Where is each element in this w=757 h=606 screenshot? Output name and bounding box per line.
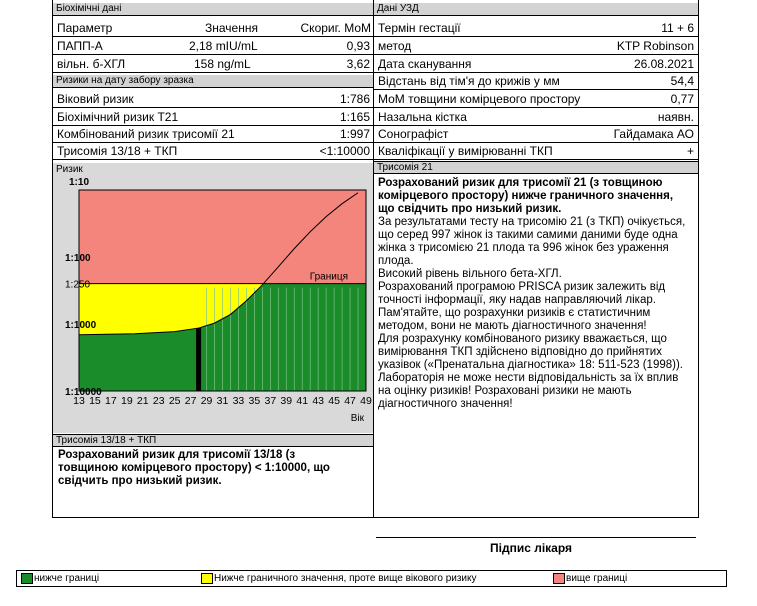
value: 2,18 mIU/mL: [189, 39, 258, 53]
uzd-label: Дата сканування: [378, 57, 472, 71]
uzd-row: [374, 20, 698, 37]
x-tick-label: 43: [312, 395, 325, 407]
biochem-row: [53, 56, 373, 73]
risk-label: Комбінований ризик трисомії 21: [57, 127, 235, 141]
x-tick-label: 21: [136, 395, 149, 407]
cutoff-label: Границя: [309, 271, 348, 283]
t21-paragraph: Лабораторія не може нести відповідальність за їх вплив на оцінку ризиків! Розраховані ризики не мають діагностичного значення!: [378, 372, 679, 410]
y-tick-label: 1:10: [69, 177, 90, 188]
signature-line: [376, 537, 696, 538]
risk-value: 1:997: [339, 127, 370, 141]
uzd-row: [374, 126, 698, 143]
x-tick-label: 31: [216, 395, 229, 407]
frame-right: [698, 0, 699, 518]
uzd-row: [374, 38, 698, 55]
value: 158 ng/mL: [194, 57, 251, 71]
t1318-header: Трисомія 13/18 + ТКП: [53, 434, 373, 447]
risk-row: [53, 143, 373, 160]
uzd-label: МоМ товщини комірцевого простору: [378, 92, 581, 106]
uzd-value: Гайдамака АО: [613, 127, 694, 141]
x-tick-label: 39: [280, 395, 293, 407]
uzd-row: [374, 91, 698, 108]
frame-bottom: [52, 517, 699, 518]
legend-between: Нижче граничного значення, проте вище вікового ризику: [214, 573, 477, 584]
y-tick-label: 1:1000: [65, 320, 97, 331]
uzd-label: Кваліфікації у вимірюванні ТКП: [378, 144, 553, 158]
risk-chart: [53, 163, 373, 433]
biochem-row: [53, 38, 373, 55]
x-tick-label: 41: [296, 395, 309, 407]
risk-row: [53, 91, 373, 108]
uzd-row: [374, 109, 698, 126]
t21-text: [378, 177, 692, 411]
uzd-header: Дані УЗД: [374, 3, 698, 16]
x-axis-label: Вік: [350, 413, 364, 424]
y-tick-label: 1:10000: [65, 387, 102, 398]
param: вільн. б-ХГЛ: [57, 57, 126, 71]
t21-paragraph: За результатами тесту на трисомію 21 (з ТКП) очікується, що серед 997 жінок із такими самими даними буде одна жінка з трисомією 21 плода та 996 жінок без ураження плода.: [378, 216, 686, 267]
risks-header: Ризики на дату забору зразка: [53, 75, 373, 88]
y-tick-label: 1:250: [65, 279, 91, 291]
region-above: [79, 190, 366, 284]
legend-green-swatch: [21, 573, 33, 584]
uzd-value: KTP Robinson: [616, 39, 694, 53]
x-tick-label: 33: [232, 395, 245, 407]
biochem-columns: [53, 20, 373, 37]
uzd-label: Назальна кістка: [378, 110, 467, 124]
x-tick-label: 47: [344, 395, 356, 407]
x-tick-label: 45: [328, 395, 340, 407]
col-value: Значення: [205, 21, 258, 35]
uzd-value: 54,4: [670, 74, 694, 88]
chart-title: Ризик: [56, 164, 83, 175]
t21-paragraph: Для розрахунку комбінованого ризику вважається, що вимірювання ТКП здійснено відповідно до прийнятих указівок («Пренатальна діагностика» 18: 511-523 (1998)).: [378, 333, 683, 371]
legend-pink-swatch: [553, 573, 565, 584]
mom: 3,62: [346, 57, 370, 71]
biochem-header: Біохімічні дані: [53, 3, 373, 16]
signature-label: Підпис лікаря: [490, 541, 573, 555]
uzd-row: [374, 143, 698, 160]
uzd-row: [374, 56, 698, 73]
risk-value: 1:786: [339, 92, 370, 106]
uzd-value: 0,77: [670, 92, 694, 106]
chart-plot: [53, 163, 373, 433]
col-mom: Скориг. МоМ: [300, 21, 371, 35]
t1318-bold-text: Розрахований ризик для трисомії 13/18 (з товщиною комірцевого простору) < 1:10000, що свідчить про низький ризик.: [58, 449, 330, 487]
col-param: Параметр: [57, 21, 113, 35]
t21-paragraph: Розрахований програмою PRISCA ризик залежить від точності інформації, яку надав направляючий лікар. Пам'ятайте, що розрахунки ризиків є статистичним методом, вони не мають діагностичного значення!: [378, 281, 666, 332]
x-tick-label: 17: [105, 395, 117, 407]
param: ПАПП-А: [57, 39, 103, 53]
risk-label: Трисомія 13/18 + ТКП: [57, 144, 178, 158]
risk-label: Віковий ризик: [57, 92, 134, 106]
legend-yellow-swatch: [201, 573, 213, 584]
patient-marker: [196, 328, 201, 391]
uzd-value: +: [686, 144, 694, 158]
legend-below: нижче границі: [34, 573, 100, 584]
uzd-value: наявн.: [657, 110, 694, 124]
uzd-label: Термін гестації: [378, 21, 461, 35]
risk-value: 1:165: [339, 110, 370, 124]
risk-row: [53, 109, 373, 126]
mom: 0,93: [346, 39, 370, 53]
uzd-value: 11 + 6: [661, 21, 694, 35]
uzd-label: Відстань від тім'я до крижів у мм: [378, 74, 560, 88]
risk-row: [53, 126, 373, 143]
x-tick-label: 19: [120, 395, 133, 407]
x-tick-label: 25: [168, 395, 181, 407]
t21-header: Трисомія 21: [374, 161, 698, 174]
x-tick-label: 49: [360, 395, 372, 407]
x-tick-label: 27: [184, 395, 197, 407]
t21-paragraph: Високий рівень вільного бета-ХГЛ.: [378, 268, 562, 280]
x-tick-label: 15: [89, 395, 101, 407]
x-tick-label: 29: [200, 395, 213, 407]
uzd-label: метод: [378, 39, 412, 53]
uzd-value: 26.08.2021: [633, 57, 694, 71]
legend-above: вище границі: [566, 573, 628, 584]
legend: [16, 570, 727, 587]
risk-label: Біохімічний ризик Т21: [57, 110, 179, 124]
x-tick-label: 13: [73, 395, 85, 407]
x-tick-label: 23: [152, 395, 165, 407]
t21-bold-text: Розрахований ризик для трисомії 21 (з товщиною комірцевого простору) нижче граничного значення, що свідчить про низький ризик.: [378, 177, 674, 215]
uzd-row: [374, 73, 698, 90]
risk-value: <1:10000: [319, 144, 370, 158]
x-tick-label: 37: [264, 395, 277, 407]
x-tick-label: 35: [248, 395, 261, 407]
uzd-label: Сонографіст: [378, 127, 449, 141]
y-tick-label: 1:100: [65, 253, 91, 264]
